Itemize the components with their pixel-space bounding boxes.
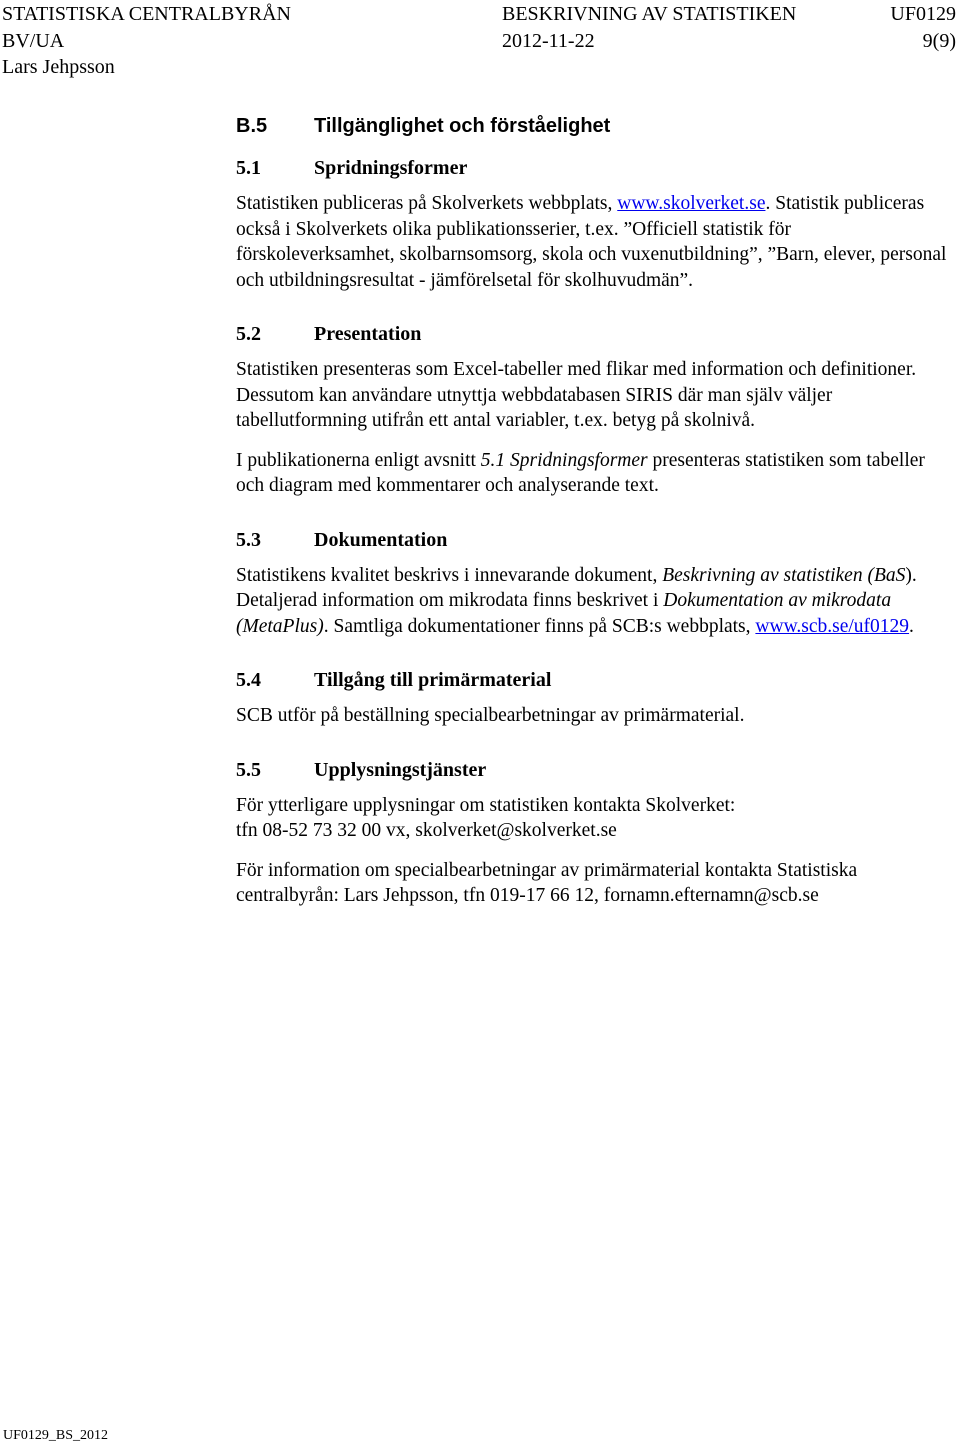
chapter-heading <box>236 113 951 139</box>
paragraph-primarmaterial: SCB utför på beställning specialbearbetningar av primärmaterial. <box>236 705 745 726</box>
section-heading-5-3 <box>236 527 951 553</box>
contact-scb: För information om specialbearbetningar av primärmaterial kontakta Statistiska centralbyrån: Lars Jehpsson, tfn 019-17 66 12, fornamn.efternamn@scb.se <box>236 859 858 906</box>
header-unit: BV/UA <box>2 30 65 52</box>
header-page-number: 9(9) <box>922 30 956 52</box>
section-heading-5-2 <box>236 321 951 347</box>
section-title: Upplysningstjänster <box>314 758 487 781</box>
section-reference: 5.1 Spridningsformer <box>480 449 648 471</box>
chapter-number: B.5 <box>236 115 268 137</box>
header-author: Lars Jehpsson <box>2 56 115 78</box>
section-heading-5-5 <box>236 757 951 783</box>
section-number: 5.5 <box>236 758 261 781</box>
section-title: Presentation <box>314 323 422 345</box>
header-code: UF0129 <box>890 3 956 25</box>
header-date: 2012-11-22 <box>502 30 595 52</box>
document-body <box>236 113 951 909</box>
paragraph-publikationer: I publikationerna enligt avsnitt 5.1 Spridningsformer presenteras statistiken som tabeller och diagram med kommentarer och analyserande text. <box>236 449 925 496</box>
paragraph-presentation: Statistiken presenteras som Excel-tabeller med flikar med information och definitioner. Dessutom kan användare utnyttja webbdatabasen SIRIS där man själv väljer tabellutformning utifrån ett antal variabler, t.ex. betyg på skolnivå. <box>236 359 917 431</box>
contact-skolverket-intro: För ytterligare upplysningar om statistiken kontakta Skolverket: <box>236 794 736 816</box>
section-title: Tillgång till primärmaterial <box>314 669 552 691</box>
section-heading-5-4 <box>236 667 951 693</box>
chapter-title: Tillgänglighet och förståelighet <box>314 115 611 137</box>
paragraph-dokumentation: Statistikens kvalitet beskrivs i innevarande dokument, Beskrivning av statistiken (BaS). Detaljerad information om mikrodata finns beskrivet i Dokumentation av mikrodata (MetaPlus). Samtliga dokumentationer finns på SCB:s webbplats, www.scb.se/uf0129. <box>236 564 917 637</box>
contact-skolverket-details: tfn 08-52 73 32 00 vx, skolverket@skolverket.se <box>236 820 617 841</box>
skolverket-link[interactable]: www.skolverket.se <box>617 193 766 214</box>
section-number: 5.4 <box>236 669 261 691</box>
section-number: 5.2 <box>236 323 261 345</box>
section-number: 5.1 <box>236 157 261 179</box>
section-number: 5.3 <box>236 528 261 551</box>
paragraph-spridningsformer: Statistiken publiceras på Skolverkets webbplats, www.skolverket.se. Statistik publiceras också i Skolverkets olika publikationsserier, t.ex. ”Officiell statistik för förskoleverksamhet, skolbarnsomsorg, skola och vuxenutbildning”, ”Barn, elever, personal och utbildningsresultat - jämförelsetal för skolhuvudmän”. <box>236 193 947 291</box>
header-org: STATISTISKA CENTRALBYRÅN <box>2 3 291 25</box>
section-title: Spridningsformer <box>314 157 468 179</box>
section-heading-5-1 <box>236 155 951 181</box>
scb-uf0129-link[interactable]: www.scb.se/uf0129 <box>755 615 910 637</box>
footer-document-code: UF0129_BS_2012 <box>3 1428 109 1443</box>
section-title: Dokumentation <box>314 528 448 551</box>
header-doc-type: BESKRIVNING AV STATISTIKEN <box>502 3 797 25</box>
